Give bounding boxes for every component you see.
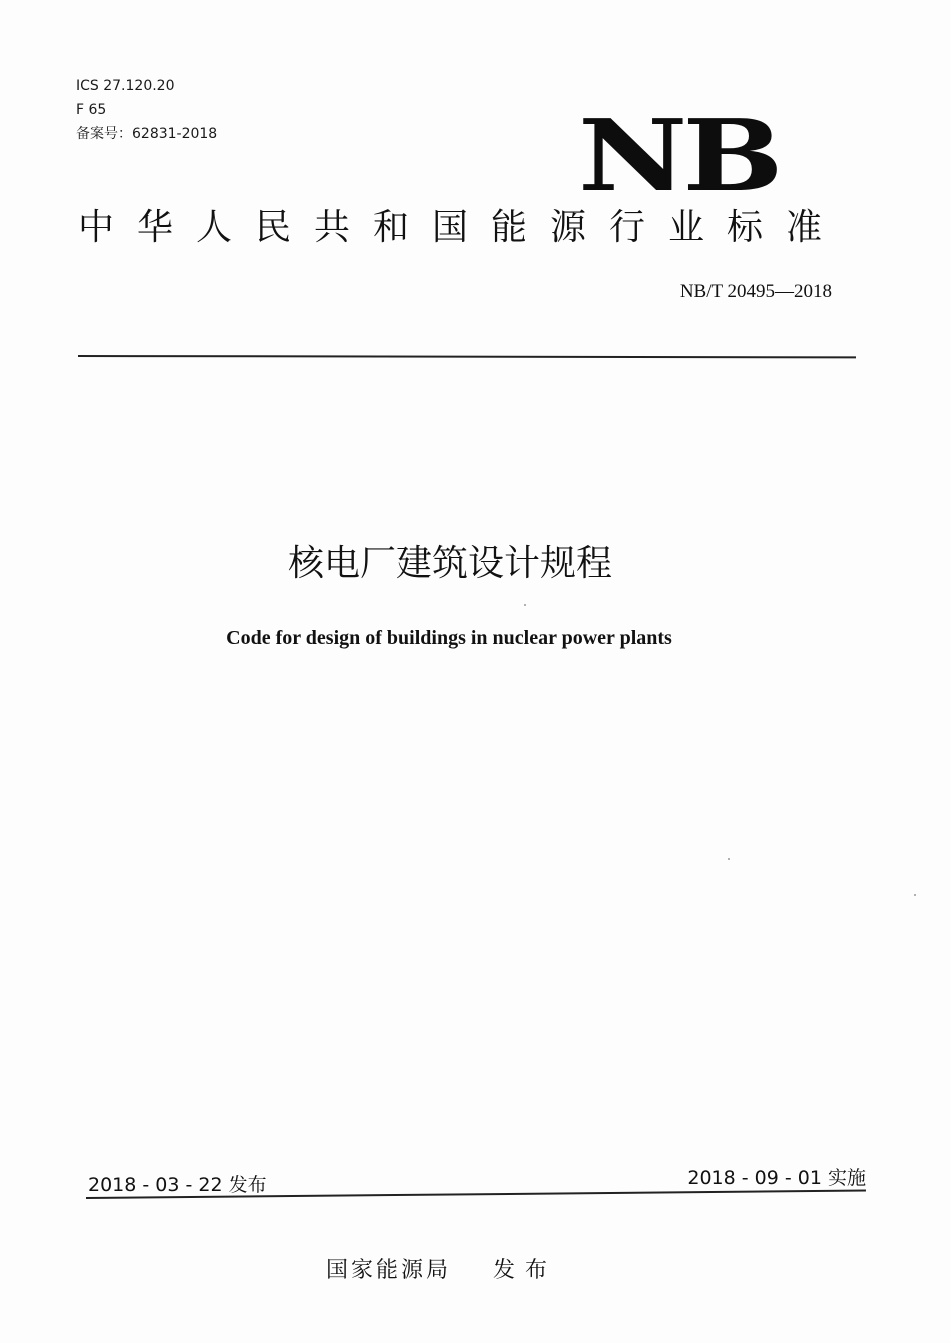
nb-logo: NB [578,99,779,214]
top-divider [78,355,856,358]
document-title-english: Code for design of buildings in nuclear power plants [226,627,672,649]
document-title-chinese: 核电厂建筑设计规程 [287,543,612,584]
standard-number: NB/T 20495—2018 [679,281,832,302]
standard-organization-title: 中华人民共和国能源行业标准 [78,207,846,248]
issue-label: 发布 [493,1258,558,1283]
scan-speck [914,894,916,896]
publisher-line [326,1254,557,1288]
issue-date: 2018 - 03 - 22 发布 [88,1174,267,1196]
publisher-name: 国家能源局 [326,1258,452,1283]
ics-code: ICS 27.120.20 [76,78,175,94]
scan-speck [728,858,730,860]
ccs-code: F 65 [76,102,107,118]
scan-speck [524,604,526,606]
classification-block [76,74,217,146]
effective-date: 2018 - 09 - 01 实施 [687,1167,866,1189]
filing-number: 备案号：62831-2018 [76,126,218,142]
